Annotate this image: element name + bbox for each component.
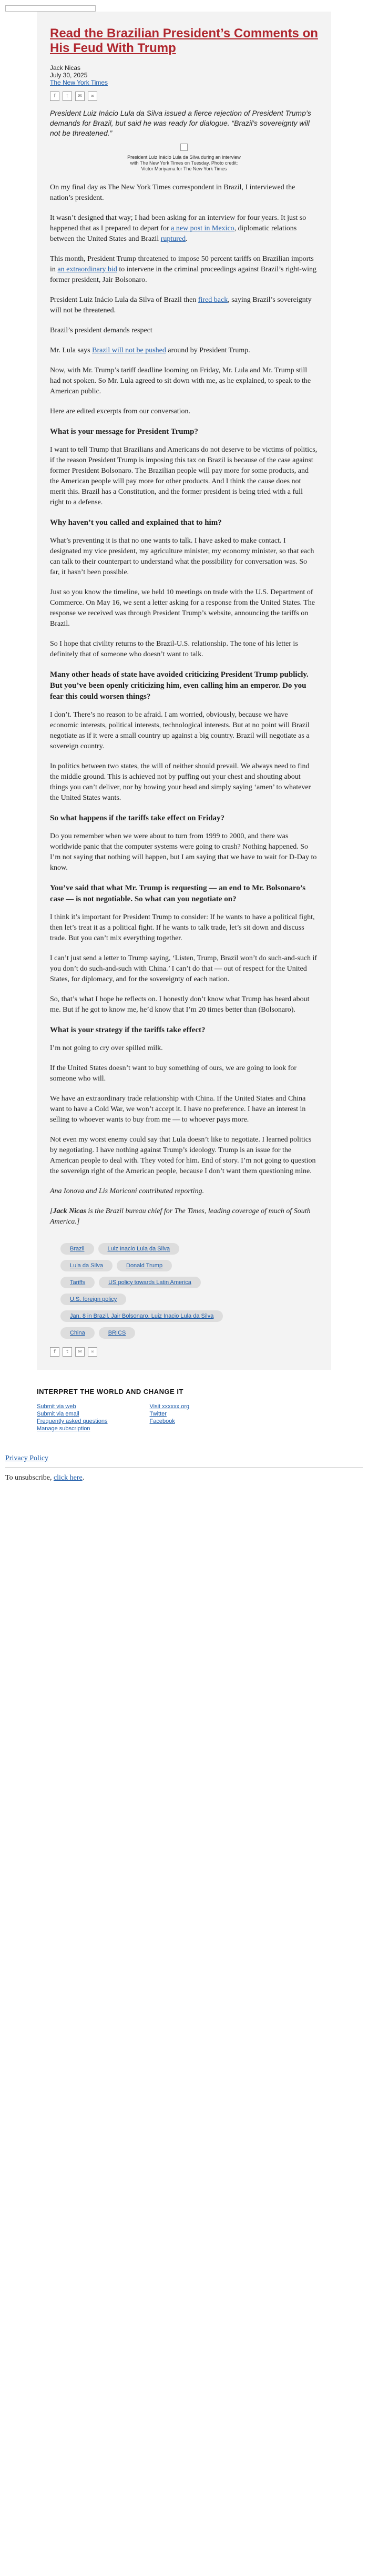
paragraph: In politics between two states, the will of neither should prevail. We always need to find the middle ground. This is achieved not by puffing out your chest and shouting about things you can’t deliver, nor by bowing your head and simply saying ‘amen’ to whatever the United States wants. <box>50 762 311 802</box>
paragraph: Brazil’s president demands respect <box>50 327 152 334</box>
reporting-credit: Ana Ionova and Lis Moriconi contributed reporting. <box>50 1187 205 1195</box>
topic-tags <box>60 1243 318 1339</box>
tag-link[interactable]: Lula da Silva <box>60 1260 113 1271</box>
twitter-link[interactable]: Twitter <box>149 1411 167 1417</box>
footer <box>37 1388 331 1432</box>
source-link[interactable]: The New York Times <box>50 79 108 86</box>
footer-heading: INTERPRET THE WORLD AND CHANGE IT <box>37 1388 183 1396</box>
fired-back-link[interactable]: fired back <box>198 296 228 304</box>
tag-link[interactable]: Tariffs <box>60 1277 95 1288</box>
paragraph: I think it’s important for President Trump to consider: If he wants to have a political fight, then let’s treat it as a political fight. If he wants to talk trade, let’s sit down and discuss trade. But you can’t mix everything together. <box>50 913 315 942</box>
privacy-policy-link[interactable]: Privacy Policy <box>5 1454 49 1462</box>
footer-col-right <box>150 1403 190 1432</box>
question-heading: Many other heads of state have avoided criticizing President Trump publicly. But you’ve been openly criticizing him, even calling him an emperor. Do you fear this could worsen things? <box>50 670 309 701</box>
question-heading: So what happens if the tariffs take effect on Friday? <box>50 814 225 822</box>
share-row <box>50 91 318 101</box>
manage-subscription-link[interactable]: Manage subscription <box>37 1426 90 1432</box>
paragraph: What’s preventing it is that no one wants to talk. I have asked to make contact. I designated my vice president, my agriculture minister, my economy minister, so that each can talk to their counterpart to understand what the possibility for conversation was. So far, it hasn’t been possible. <box>50 537 314 576</box>
unsubscribe-line: To unsubscribe, click here. <box>5 1474 85 1482</box>
tag-link[interactable]: Jan. 8 in Brazil <box>70 1313 108 1319</box>
tag-link[interactable]: China <box>60 1327 95 1339</box>
ruptured-link[interactable]: ruptured <box>160 235 186 243</box>
question-heading: You’ve said that what Mr. Trump is requesting — an end to Mr. Bolsonaro’s case — is not negotiable. So what can you negotiate on? <box>50 884 306 903</box>
facebook-link[interactable]: Facebook <box>149 1418 175 1424</box>
paragraph: If the United States doesn’t want to buy something of ours, we are going to look for someone who will. <box>50 1064 297 1083</box>
not-pushed-link[interactable]: Brazil will not be pushed <box>92 347 166 354</box>
link-icon[interactable]: ∞ <box>88 91 97 101</box>
paragraph: I want to tell Trump that Brazilians and Americans do not deserve to be victims of politics, if the reason President Trump is imposing this tax on Brazil is because of the case against former President Bolsonaro. The Brazilian people will pay more for some products, and the American people will pay more for other products. And I think the cause does not merit this. Brazil has a Constitution, and the former president is being tried with a full right to a defense. <box>50 446 318 506</box>
paragraph: So I hope that civility returns to the Brazil-U.S. relationship. The tone of his letter is definitely that of someone who doesn’t want to talk. <box>50 640 298 658</box>
image-caption: President Luiz Inácio Lula da Silva during an interview with The New York Times on Tuesday. Photo credit: Victor Moriyama for The New York Times <box>127 155 241 171</box>
email-icon[interactable]: ✉ <box>75 1347 85 1357</box>
date: July 30, 2025 <box>50 72 88 79</box>
question-heading: What is your message for President Trump? <box>50 427 198 436</box>
footer-col-left <box>37 1403 108 1432</box>
facebook-icon[interactable]: f <box>50 91 59 101</box>
author: Jack Nicas <box>50 64 81 72</box>
tag-link[interactable]: Jair Bolsonaro <box>111 1313 148 1319</box>
link-icon[interactable]: ∞ <box>88 1347 97 1357</box>
tag-link[interactable]: BRICS <box>99 1327 136 1339</box>
email-icon[interactable]: ✉ <box>75 91 85 101</box>
twitter-icon[interactable]: t <box>63 91 72 101</box>
article-summary: President Luiz Inácio Lula da Silva issued a fierce rejection of President Trump’s demands for Brazil, but said he was ready for dialogue. “Brazil’s sovereignty will not be threatened.” <box>50 109 311 137</box>
footer-links <box>37 1403 331 1432</box>
question-heading: Why haven’t you called and explained that to him? <box>50 518 222 527</box>
tag-row <box>60 1310 318 1322</box>
paragraph: Now, with Mr. Trump’s tariff deadline looming on Friday, Mr. Lula and Mr. Trump still had not spoken. So Mr. Lula agreed to sit down with me, as he explained, to speak to the American public. <box>50 366 311 395</box>
paragraph: This month, President Trump threatened to impose 50 percent tariffs on Brazilian imports in an extraordinary bid to intervene in the criminal proceedings against Brazil’s right-wing former president, Jair Bolsonaro. <box>50 255 316 284</box>
facebook-icon[interactable]: f <box>50 1347 59 1357</box>
article-figure <box>50 144 318 172</box>
tag-row <box>60 1294 318 1305</box>
paragraph: So, that’s what I hope he reflects on. I honestly don’t know what Trump has heard about me. But if he got to know me, he’d know that I’m 20 times better than (Bolsonaro). <box>50 995 310 1014</box>
tag-row <box>60 1243 318 1255</box>
tag-link[interactable]: Donald Trump <box>117 1260 172 1271</box>
tag-link[interactable]: Luiz Inacio Lula da Silva <box>151 1313 214 1319</box>
question-heading: What is your strategy if the tariffs take effect? <box>50 1026 206 1034</box>
paragraph: Here are edited excerpts from our conversation. <box>50 408 191 415</box>
tag-group[interactable]: Jan. 8 in Brazil, Jair Bolsonaro, Luiz Inacio Lula da Silva <box>60 1310 223 1322</box>
new-post-link[interactable]: a new post in Mexico <box>171 225 234 232</box>
submit-web-link[interactable]: Submit via web <box>37 1403 76 1410</box>
paragraph: I don’t. There’s no reason to be afraid. I am worried, obviously, because we have economic interests, political interests, technological interests. But at no point will Brazil negotiate as if it were a small country up against a big country. Brazil will negotiate as a sovereign country. <box>50 711 310 750</box>
paragraph: I can’t just send a letter to Trump saying, ‘Listen, Trump, Brazil won’t do such-and-such if you don’t do such-and-such with China.’ I can’t do that — out of respect for the United States, for diplomacy, and for the sovereignty of each nation. <box>50 954 318 983</box>
tag-row <box>60 1277 318 1288</box>
share-row-bottom <box>50 1347 318 1357</box>
header-image-placeholder <box>5 5 96 12</box>
extraordinary-bid-link[interactable]: an extraordinary bid <box>57 266 117 273</box>
paragraph: I’m not going to cry over spilled milk. <box>50 1044 163 1052</box>
visit-site-link[interactable]: Visit xxxxxx.org <box>149 1403 190 1410</box>
article-container <box>37 12 331 1370</box>
bottom-section <box>0 1432 368 1489</box>
twitter-icon[interactable]: t <box>63 1347 72 1357</box>
faq-link[interactable]: Frequently asked questions <box>37 1418 108 1424</box>
tag-link[interactable]: U.S. foreign policy <box>60 1294 126 1305</box>
top-bar <box>0 0 368 12</box>
paragraph: We have an extraordinary trade relationship with China. If the United States and China want to have a Cold War, we won’t accept it. I have no preference. I have an interest in selling to whoever wants to buy from me — to whoever pays more. <box>50 1095 306 1124</box>
divider <box>5 1467 363 1468</box>
tag-link[interactable]: Luiz Inacio Lula da Silva <box>98 1243 180 1255</box>
unsubscribe-link[interactable]: click here <box>53 1474 83 1482</box>
paragraph: Not even my worst enemy could say that Lula doesn’t like to negotiate. I learned politics by negotiating. I have nothing against Trump’s ideology. Trump is an issue for the American people to deal with. They voted for him. End of story. I’m not going to question the sovereign right of the American people, because I don’t want them questioning mine. <box>50 1136 316 1175</box>
tag-link[interactable]: Brazil <box>60 1243 94 1255</box>
article-body <box>50 182 318 1227</box>
paragraph: Do you remember when we were about to turn from 1999 to 2000, and there was worldwide panic that the computer systems were going to crash? Nothing happened. So I’m not saying that nothing will happen, but I am saying that we have to wait for D-Day to know. <box>50 832 317 872</box>
paragraph: On my final day as The New York Times correspondent in Brazil, I interviewed the nation’s president. <box>50 184 295 202</box>
article-title[interactable]: Read the Brazilian President’s Comments on His Feud With Trump <box>50 26 318 55</box>
paragraph: Just so you know the timeline, we held 10 meetings on trade with the U.S. Department of Commerce. On May 16, we sent a letter asking for a response from the United States. The response we received was through President Trump’s website, announcing the tariffs on Brazil. <box>50 588 315 628</box>
tag-row <box>60 1260 318 1271</box>
author-bio: [Jack Nicas is the Brazil bureau chief for The Times, leading coverage of much of South America.] <box>50 1207 311 1226</box>
paragraph: It wasn’t designed that way; I had been asking for an interview for four years. It just so happened that as I prepared to depart for a new post in Mexico, diplomatic relations between the United States and Brazil ruptured. <box>50 214 306 243</box>
paragraph: Mr. Lula says Brazil will not be pushed around by President Trump. <box>50 347 250 354</box>
image-placeholder-icon <box>180 144 188 151</box>
article-meta <box>50 64 318 86</box>
tag-link[interactable]: US policy towards Latin America <box>99 1277 201 1288</box>
paragraph: President Luiz Inácio Lula da Silva of Brazil then fired back, saying Brazil’s sovereignty will not be threatened. <box>50 296 312 314</box>
submit-email-link[interactable]: Submit via email <box>37 1411 79 1417</box>
tag-row <box>60 1327 318 1339</box>
